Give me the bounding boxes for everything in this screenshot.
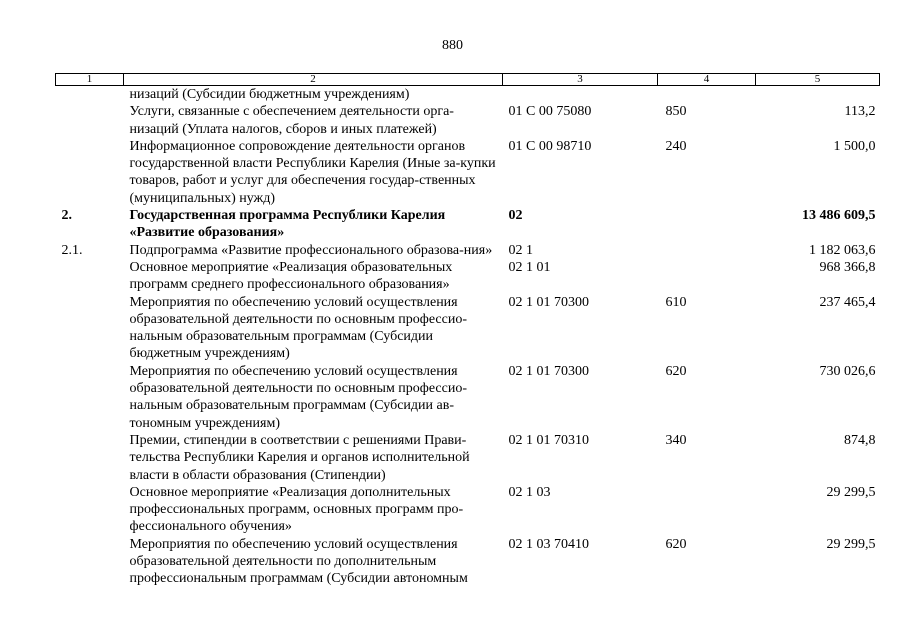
item-name: Мероприятия по обеспечению условий осуществления образовательной деятельности по дополнительным профессиональным программам (Субсидии автономным — [129, 536, 468, 587]
table-row — [56, 103, 880, 138]
table-body — [56, 86, 880, 588]
item-name: Услуги, связанные с обеспечением деятельности орга-низаций (Уплата налогов, сборов и иных платежей) — [129, 104, 454, 137]
column-header-5: 5 — [756, 74, 880, 86]
item-name: Подпрограмма «Развитие профессионального образова-ния» — [129, 242, 493, 258]
item-name: Мероприятия по обеспечению условий осуществления образовательной деятельности по основным профессио-нальным образовательным программам (Субсидии бюджетным учреждениям) — [129, 294, 468, 362]
row-number — [56, 138, 124, 207]
target-code: 01 С 00 75080 — [508, 104, 592, 120]
item-name: Основное мероприятие «Реализация дополнительных профессиональных программ, основных программ про-фессионального обучения» — [129, 484, 464, 535]
expense-type: 610 — [665, 294, 687, 310]
header-row — [56, 74, 880, 86]
target-code: 02 1 01 70310 — [508, 432, 589, 448]
item-name: Мероприятия по обеспечению условий осуществления образовательной деятельности по основным профессио-нальным образовательным программам (Субсидии ав-тономным учреждениям) — [129, 363, 468, 431]
table-row — [56, 207, 880, 242]
amount — [756, 86, 880, 104]
row-number: 2. — [61, 208, 72, 224]
row-number: 2.1. — [61, 242, 83, 258]
table-row — [56, 432, 880, 484]
amount: 968 366,8 — [819, 259, 876, 275]
item-name: Премии, стипендии в соответствии с решениями Прави-тельства Республики Карелия и органов исполнительной власти в области образования (Стипендии) — [129, 432, 470, 483]
row-number — [56, 86, 124, 104]
table-header — [56, 74, 880, 86]
amount: 29 299,5 — [826, 484, 876, 500]
item-name: Государственная программа Республики Карелия «Развитие образования» — [129, 208, 446, 241]
target-code: 02 1 01 70300 — [508, 363, 589, 379]
item-name: Информационное сопровождение деятельности органов государственной власти Республики Карелия (Иные за-купки товаров, работ и услуг для обеспечения государ-ственных (муниципальных) нужд) — [129, 138, 496, 206]
table-row — [56, 138, 880, 207]
amount: 113,2 — [844, 104, 876, 120]
amount: 13 486 609,5 — [802, 208, 876, 224]
expense-type: 620 — [665, 536, 687, 552]
expense-type — [658, 259, 756, 294]
table-row — [56, 86, 880, 104]
amount: 29 299,5 — [826, 536, 876, 552]
target-code: 02 — [508, 208, 523, 224]
table-row — [56, 536, 880, 588]
table-row — [56, 242, 880, 259]
table-row — [56, 294, 880, 363]
column-header-3: 3 — [503, 74, 658, 86]
target-code: 02 1 03 70410 — [508, 536, 589, 552]
item-name: Основное мероприятие «Реализация образовательных программ среднего профессионального образования» — [129, 259, 453, 293]
amount: 874,8 — [844, 432, 876, 448]
amount: 1 500,0 — [833, 138, 876, 154]
expense-type: 340 — [665, 432, 687, 448]
column-header-2: 2 — [124, 74, 503, 86]
expense-type — [658, 207, 756, 242]
target-code — [503, 86, 658, 104]
row-number — [56, 259, 124, 294]
target-code: 01 С 00 98710 — [508, 138, 592, 154]
table-row — [56, 259, 880, 294]
budget-table — [55, 73, 880, 588]
target-code: 02 1 01 70300 — [508, 294, 589, 310]
item-name: низаций (Субсидии бюджетным учреждениям) — [129, 87, 410, 102]
expense-type — [658, 484, 756, 536]
expense-type — [658, 86, 756, 104]
row-number — [56, 432, 124, 484]
row-number — [56, 363, 124, 432]
column-header-4: 4 — [658, 74, 756, 86]
page-number: 880 — [442, 38, 463, 53]
table-row — [56, 363, 880, 432]
target-code: 02 1 03 — [508, 484, 551, 500]
row-number — [56, 484, 124, 536]
amount: 730 026,6 — [819, 363, 876, 379]
column-header-1: 1 — [56, 74, 124, 86]
expense-type: 240 — [665, 138, 687, 154]
row-number — [56, 103, 124, 138]
row-number — [56, 294, 124, 363]
table-row — [56, 484, 880, 536]
target-code: 02 1 01 — [508, 259, 551, 275]
row-number — [56, 536, 124, 588]
amount: 1 182 063,6 — [809, 242, 876, 258]
expense-type — [658, 242, 756, 259]
expense-type: 850 — [665, 104, 687, 120]
expense-type: 620 — [665, 363, 687, 379]
target-code: 02 1 — [508, 242, 533, 258]
amount: 237 465,4 — [819, 294, 876, 310]
